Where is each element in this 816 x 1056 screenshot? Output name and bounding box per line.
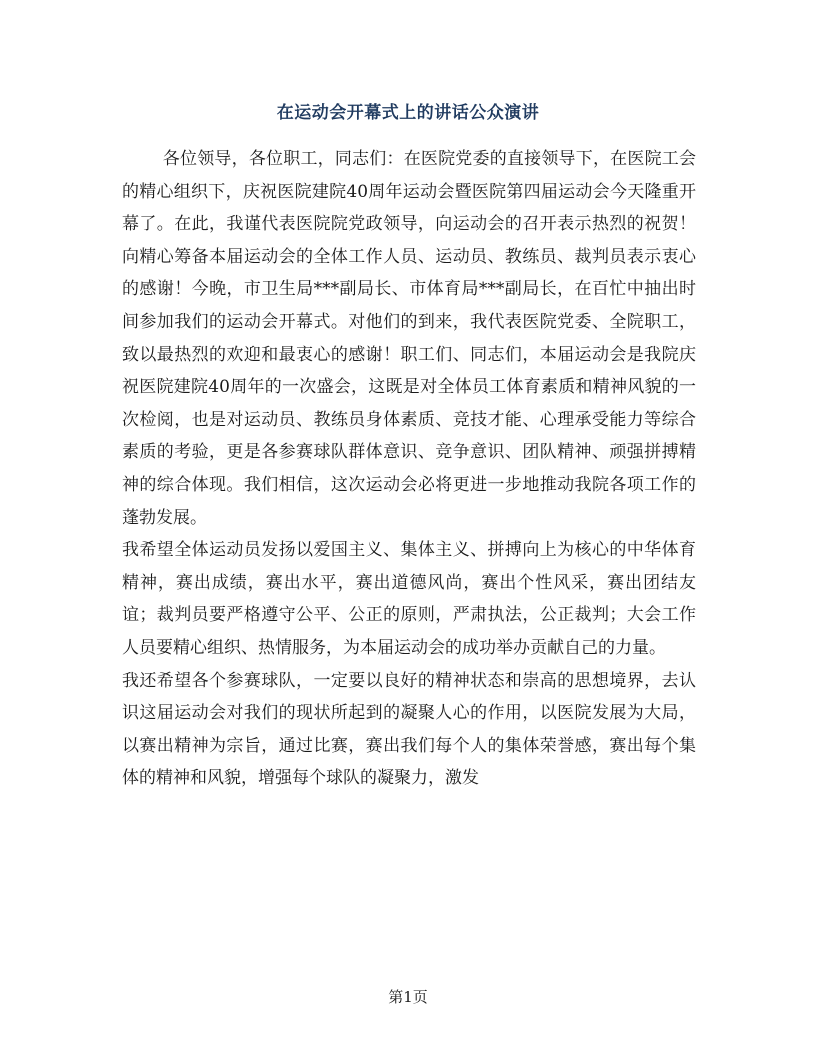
paragraph-hopes-teams: 我还希望各个参赛球队，一定要以良好的精神状态和崇高的思想境界，去认识这届运动会对我们的现状所起到的凝聚人心的作用，以医院发展为大局，以赛出精神为宗旨，通过比赛，赛出我们每个人的集体荣誉感，赛出每个集体的精神和风貌，增强每个球队的凝聚力，激发 bbox=[122, 670, 696, 789]
document-body bbox=[122, 143, 696, 795]
paragraph-opening: 各位领导，各位职工，同志们：在医院党委的直接领导下，在医院工会的精心组织下，庆祝医院建院40周年运动会暨医院第四届运动会今天隆重开幕了。在此，我谨代表医院院党政领导，向运动会的召开表示热烈的祝贺！向精心筹备本届运动会的全体工作人员、运动员、教练员、裁判员表示衷心的感谢！今晚，市卫生局***副局长、市体育局***副局长，在百忙中抽出时间参加我们的运动会开幕式。对他们的到来，我代表医院党委、全院职工，致以最热烈的欢迎和最衷心的感谢！职工们、同志们，本届运动会是我院庆祝医院建院40周年的一次盛会，这既是对全体员工体育素质和精神风貌的一次检阅，也是对运动员、教练员身体素质、竞技才能、心理承受能力等综合素质的考验，更是各参赛球队群体意识、竞争意识、团队精神、顽强拼搏精神的综合体现。我们相信，这次运动会必将更进一步地推动我院各项工作的蓬勃发展。 bbox=[122, 149, 696, 528]
document-title: 在运动会开幕式上的讲话公众演讲 bbox=[276, 103, 540, 123]
paragraph-hopes-athletes: 我希望全体运动员发扬以爱国主义、集体主义、拼搏向上为核心的中华体育精神，赛出成绩，赛出水平，赛出道德风尚，赛出个性风采，赛出团结友谊；裁判员要严格遵守公平、公正的原则，严肃执法，公正裁判；大会工作人员要精心组织、热情服务，为本届运动会的成功举办贡献自己的力量。 bbox=[122, 540, 696, 658]
page-number: 第1页 bbox=[388, 988, 428, 1006]
